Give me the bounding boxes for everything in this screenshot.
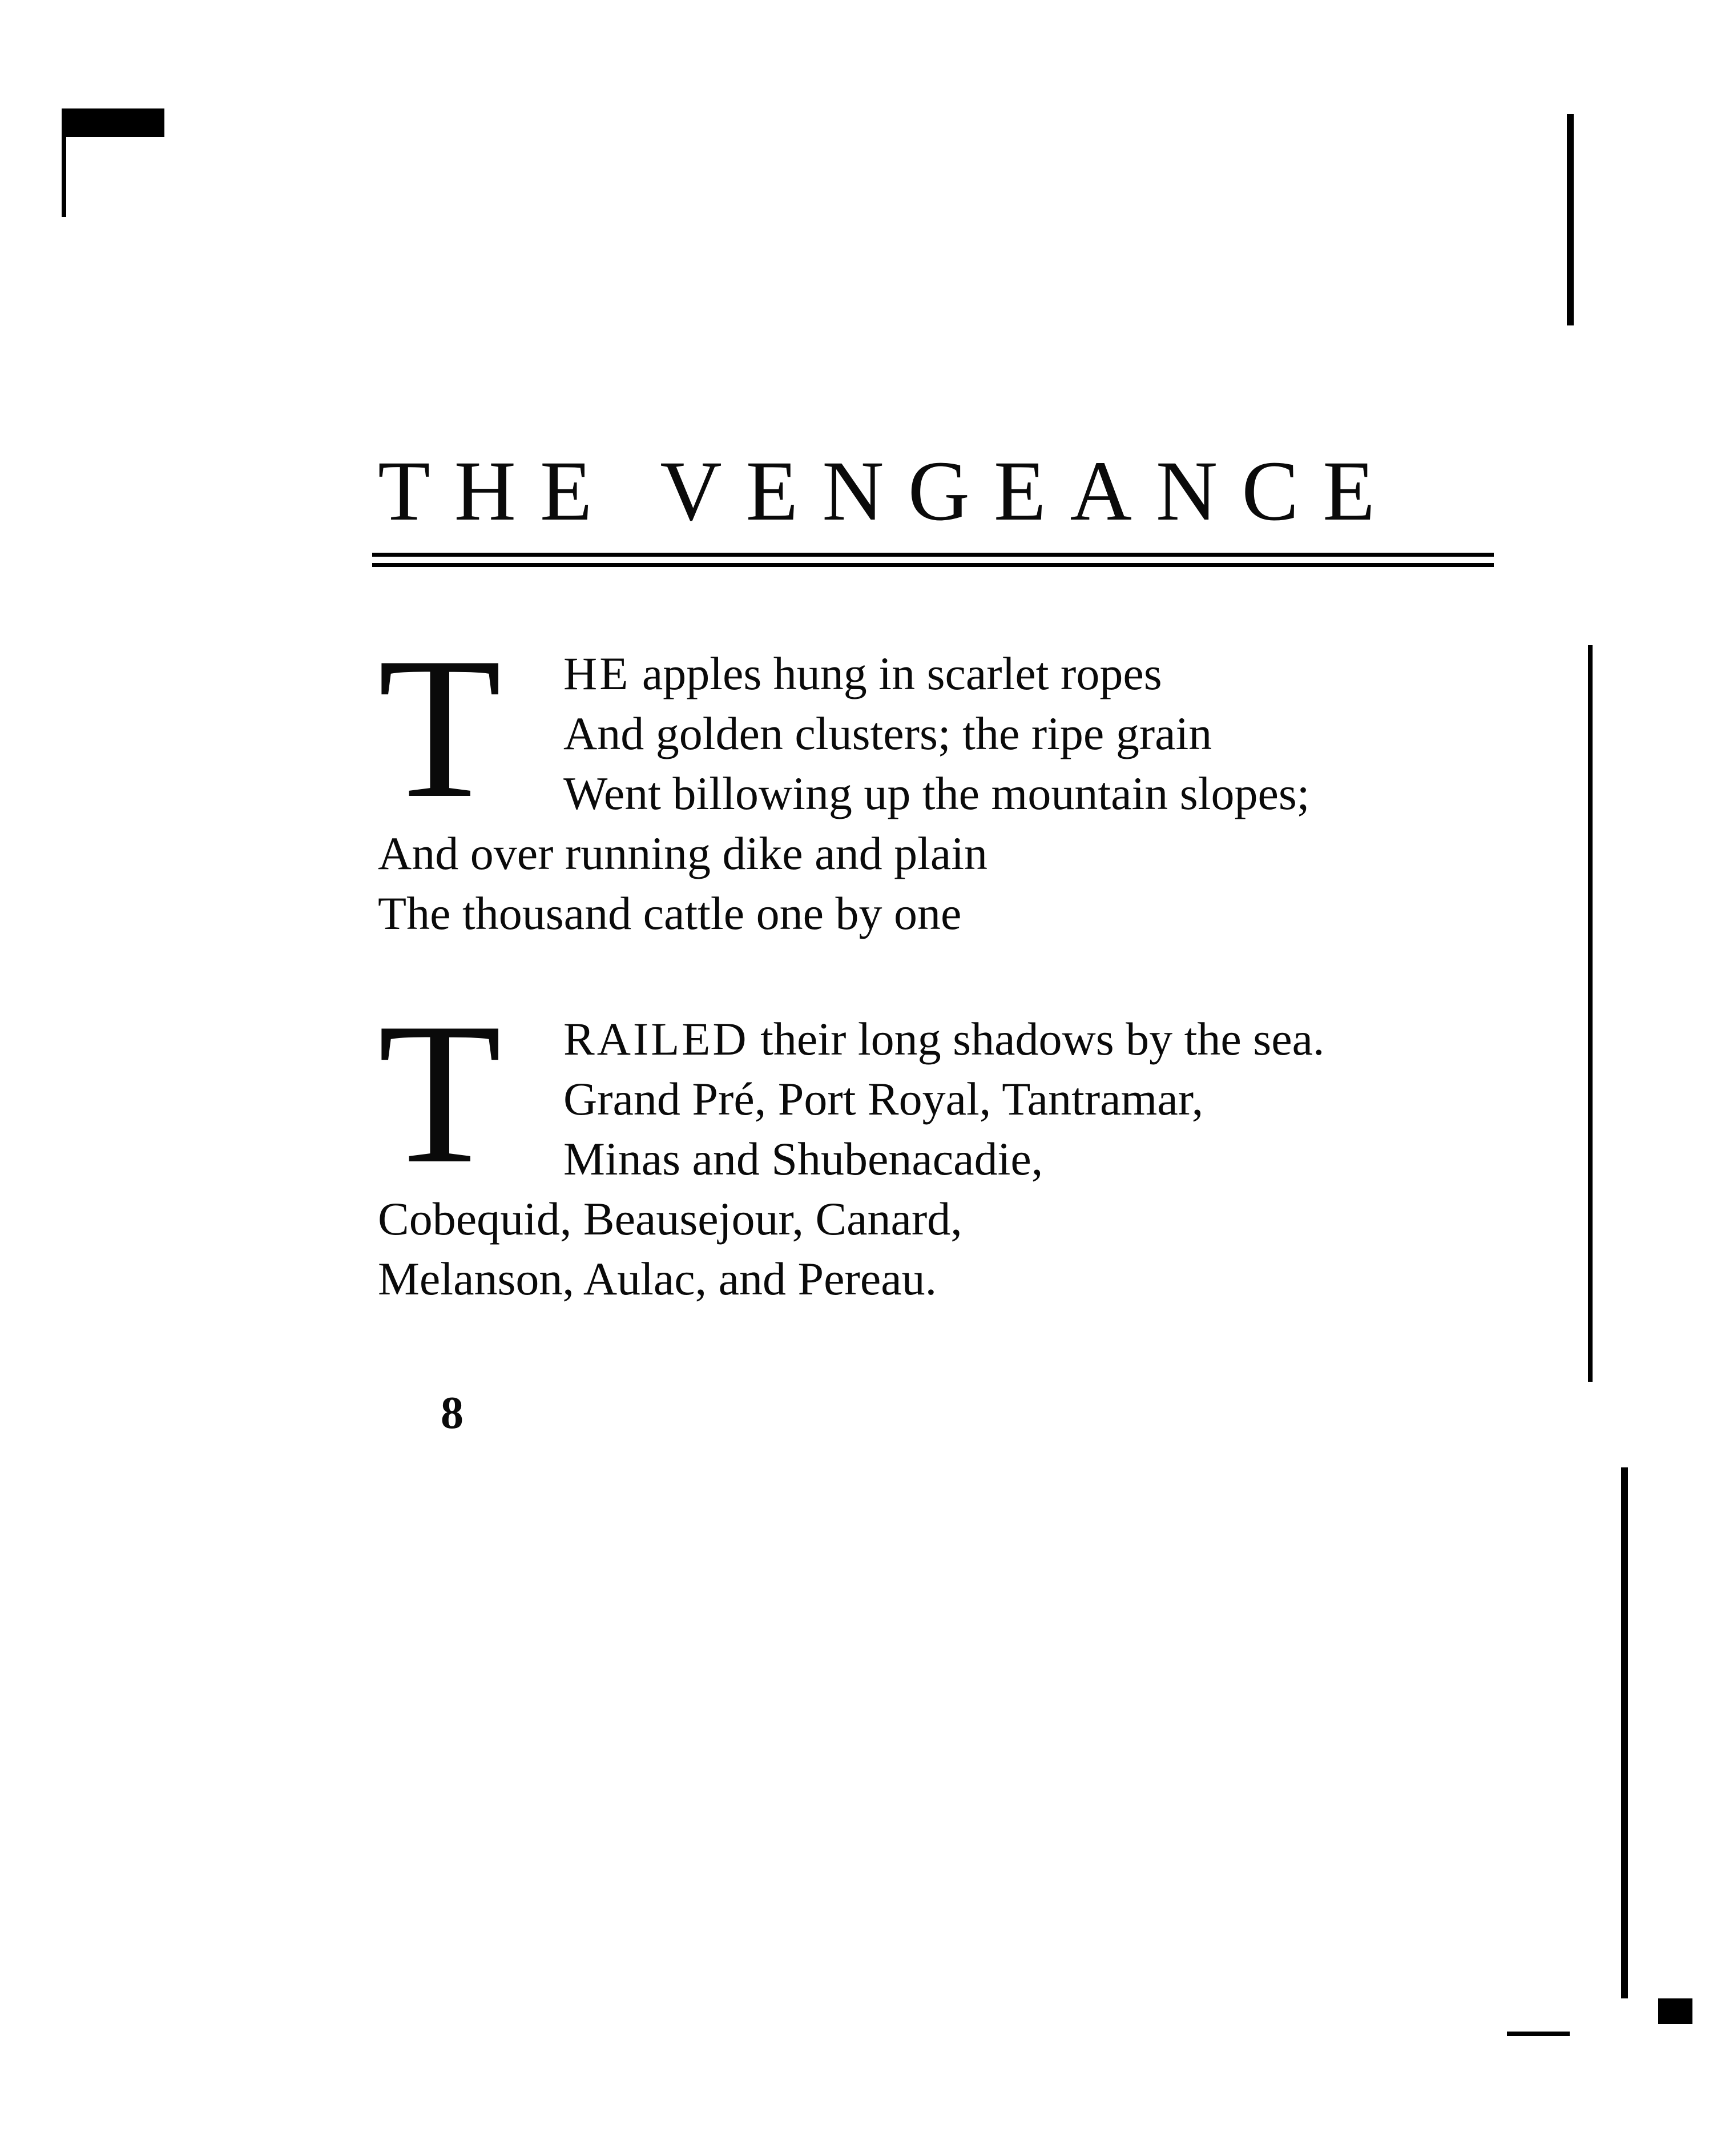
drop-cap: T bbox=[378, 981, 502, 1205]
verse-line: And golden clusters; the ripe grain bbox=[563, 707, 1212, 759]
drop-cap: T bbox=[378, 616, 502, 840]
verse-line bbox=[563, 645, 1162, 702]
page-number: 8 bbox=[441, 1388, 463, 1438]
lead-caps: HE bbox=[563, 647, 631, 699]
verse-line: Melanson, Aulac, and Pereau. bbox=[378, 1253, 937, 1305]
scan-mark-right-edge-top bbox=[1567, 114, 1574, 325]
verse-line: Went billowing up the mountain slopes; bbox=[563, 767, 1310, 819]
poem-title: THE VENGEANCE bbox=[378, 444, 1399, 538]
verse-line: And over running dike and plain bbox=[378, 827, 988, 879]
scan-mark-bottom-right bbox=[1507, 2032, 1570, 2036]
scan-mark-left-edge bbox=[62, 137, 66, 217]
verse-text: apples hung in scarlet ropes bbox=[630, 647, 1162, 699]
verse-text: their long shadows by the sea. bbox=[748, 1013, 1325, 1065]
scan-mark-top-left bbox=[62, 108, 164, 137]
verse-line: Grand Pré, Port Royal, Tantramar, bbox=[563, 1073, 1204, 1125]
verse-line: Cobequid, Beausejour, Canard, bbox=[378, 1193, 962, 1245]
title-rule-top bbox=[372, 553, 1494, 557]
verse-line bbox=[563, 1011, 1325, 1068]
lead-caps: RAILED bbox=[563, 1013, 749, 1065]
scan-mark-right-edge-lower bbox=[1621, 1467, 1628, 1998]
title-rule-bottom bbox=[372, 563, 1494, 567]
verse-line: The thousand cattle one by one bbox=[378, 887, 962, 939]
scan-mark-bottom-corner bbox=[1658, 1998, 1692, 2024]
scan-mark-right-edge bbox=[1588, 645, 1593, 1382]
verse-line: Minas and Shubenacadie, bbox=[563, 1133, 1043, 1185]
